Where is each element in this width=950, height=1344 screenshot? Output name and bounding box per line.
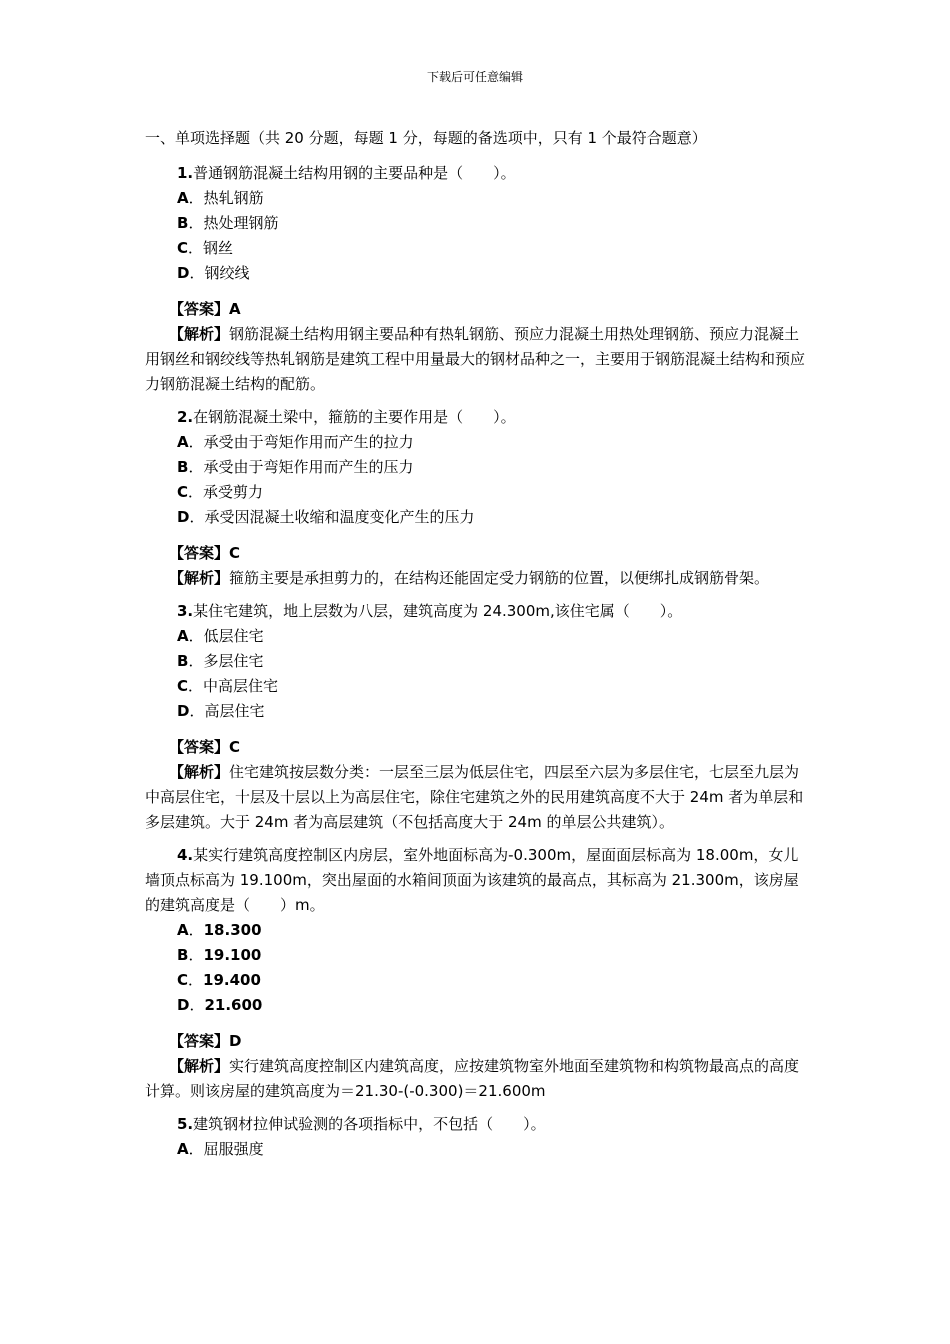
option-text: 热轧钢筋 [203, 189, 264, 207]
document-body [145, 126, 813, 1170]
option-text: 21.600 [204, 996, 263, 1014]
analysis [145, 566, 813, 591]
option-letter: A [177, 189, 189, 207]
question-number: 5. [177, 1115, 194, 1133]
question-stem [145, 405, 813, 430]
answer-block [145, 541, 813, 591]
answer-block [145, 297, 813, 397]
option-text: 18.300 [203, 921, 262, 939]
option-a: A．承受由于弯矩作用而产生的拉力 [177, 433, 414, 451]
option-letter: A [177, 627, 189, 645]
option-b: B．多层住宅 [177, 652, 264, 670]
option-letter: D [177, 996, 190, 1014]
question-text: 普通钢筋混凝土结构用钢的主要品种是（ ）。 [193, 164, 516, 182]
question-4 [145, 843, 813, 1104]
option-text: 承受因混凝土收缩和温度变化产生的压力 [204, 508, 475, 526]
page-header: 下载后可任意编辑 [426, 70, 523, 84]
analysis-text: 住宅建筑按层数分类：一层至三层为低层住宅，四层至六层为多层住宅，七层至九层为中高层住宅，十层及十层以上为高层住宅，除住宅建筑之外的民用建筑高度不大于 24m 者为单层和多层建筑。大于 24m 者为高层建筑（不包括高度大于 24m 的单层公共建筑）。 [145, 763, 804, 831]
option-text: 中高层住宅 [203, 677, 279, 695]
answer-line [145, 1029, 813, 1054]
question-number: 1. [177, 164, 194, 182]
option-letter: C [177, 677, 189, 695]
answer-value: C [229, 738, 241, 756]
option-letter: C [177, 971, 189, 989]
option-list [145, 186, 813, 286]
option-b: B．热处理钢筋 [177, 214, 279, 232]
option-letter: D [177, 264, 190, 282]
question-1 [145, 161, 813, 397]
answer-block [145, 735, 813, 835]
answer-value: C [229, 544, 241, 562]
question-number: 4. [177, 846, 194, 864]
option-b: B．承受由于弯矩作用而产生的压力 [177, 458, 414, 476]
option-text: 承受剪力 [203, 483, 264, 501]
analysis-text: 箍筋主要是承担剪力的，在结构还能固定受力钢筋的位置，以便绑扎成钢筋骨架。 [229, 569, 770, 587]
option-a: A．低层住宅 [177, 627, 264, 645]
option-text: 多层住宅 [203, 652, 264, 670]
option-a: A．屈服强度 [177, 1140, 264, 1158]
question-number: 3. [177, 602, 194, 620]
question-number: 2. [177, 408, 194, 426]
option-text: 19.400 [203, 971, 261, 989]
question-text: 建筑钢材拉伸试验测的各项指标中，不包括（ ）。 [193, 1115, 546, 1133]
option-letter: B [177, 458, 189, 476]
option-d: D．高层住宅 [177, 702, 265, 720]
option-letter: B [177, 652, 189, 670]
option-d: D．21.600 [177, 996, 263, 1014]
analysis [145, 322, 813, 397]
option-list [145, 430, 813, 530]
question-stem [145, 161, 813, 186]
analysis-text: 钢筋混凝土结构用钢主要品种有热轧钢筋、预应力混凝土用热处理钢筋、预应力混凝土用钢丝和钢绞线等热轧钢筋是建筑工程中用量最大的钢材品种之一，主要用于钢筋混凝土结构和预应力钢筋混凝土结构的配筋。 [145, 325, 806, 393]
option-c: C．19.400 [177, 971, 261, 989]
option-b: B．19.100 [177, 946, 262, 964]
option-text: 低层住宅 [203, 627, 264, 645]
option-a: A．18.300 [177, 921, 262, 939]
answer-label: 【答案】 [169, 300, 230, 318]
option-letter: C [177, 239, 189, 257]
answer-line [145, 735, 813, 760]
option-a: A．热轧钢筋 [177, 189, 264, 207]
option-text: 热处理钢筋 [203, 214, 279, 232]
question-stem [145, 843, 813, 918]
section-heading: 一、单项选择题（共 20 分题，每题 1 分，每题的备选项中，只有 1 个最符合题意） [145, 129, 707, 147]
option-d: D．承受因混凝土收缩和温度变化产生的压力 [177, 508, 475, 526]
option-letter: C [177, 483, 189, 501]
option-letter: D [177, 702, 190, 720]
option-c: C．承受剪力 [177, 483, 264, 501]
question-text: 某住宅建筑，地上层数为八层，建筑高度为 24.300m,该住宅属（ ）。 [193, 602, 683, 620]
option-letter: A [177, 921, 189, 939]
option-text: 钢丝 [203, 239, 234, 257]
analysis-text: 实行建筑高度控制区内建筑高度，应按建筑物室外地面至建筑物和构筑物最高点的高度计算。则该房屋的建筑高度为＝21.30-(-0.300)＝21.600m [145, 1057, 800, 1100]
question-text: 在钢筋混凝土梁中，箍筋的主要作用是（ ）。 [193, 408, 516, 426]
answer-line [145, 541, 813, 566]
answer-label: 【答案】 [169, 544, 230, 562]
analysis [145, 1054, 813, 1104]
question-3 [145, 599, 813, 835]
question-text: 某实行建筑高度控制区内房层，室外地面标高为-0.300m，屋面面层标高为 18.00m，女儿墙顶点标高为 19.100m，突出屋面的水箱间顶面为该建筑的最高点，其标高为 21.300m，该房屋的建筑高度是（ ）m。 [145, 846, 799, 914]
option-letter: A [177, 433, 189, 451]
option-letter: D [177, 508, 190, 526]
analysis-label: 【解析】 [169, 763, 230, 781]
option-d: D．钢绞线 [177, 264, 250, 282]
option-list [145, 624, 813, 724]
option-text: 19.100 [203, 946, 262, 964]
question-2 [145, 405, 813, 591]
answer-value: A [229, 300, 241, 318]
option-text: 钢绞线 [204, 264, 250, 282]
option-text: 承受由于弯矩作用而产生的压力 [203, 458, 414, 476]
option-letter: B [177, 946, 189, 964]
answer-value: D [229, 1032, 242, 1050]
answer-block [145, 1029, 813, 1104]
answer-label: 【答案】 [169, 1032, 230, 1050]
option-letter: A [177, 1140, 189, 1158]
option-c: C．中高层住宅 [177, 677, 279, 695]
answer-label: 【答案】 [169, 738, 230, 756]
answer-line [145, 297, 813, 322]
question-5 [145, 1112, 813, 1162]
option-text: 高层住宅 [204, 702, 265, 720]
option-list [145, 1137, 813, 1162]
analysis-label: 【解析】 [169, 1057, 230, 1075]
option-c: C．钢丝 [177, 239, 234, 257]
option-text: 屈服强度 [203, 1140, 264, 1158]
question-stem [145, 599, 813, 624]
option-letter: B [177, 214, 189, 232]
option-list [145, 918, 813, 1018]
analysis [145, 760, 813, 835]
question-stem [145, 1112, 813, 1137]
option-text: 承受由于弯矩作用而产生的拉力 [203, 433, 414, 451]
analysis-label: 【解析】 [169, 569, 230, 587]
analysis-label: 【解析】 [169, 325, 230, 343]
